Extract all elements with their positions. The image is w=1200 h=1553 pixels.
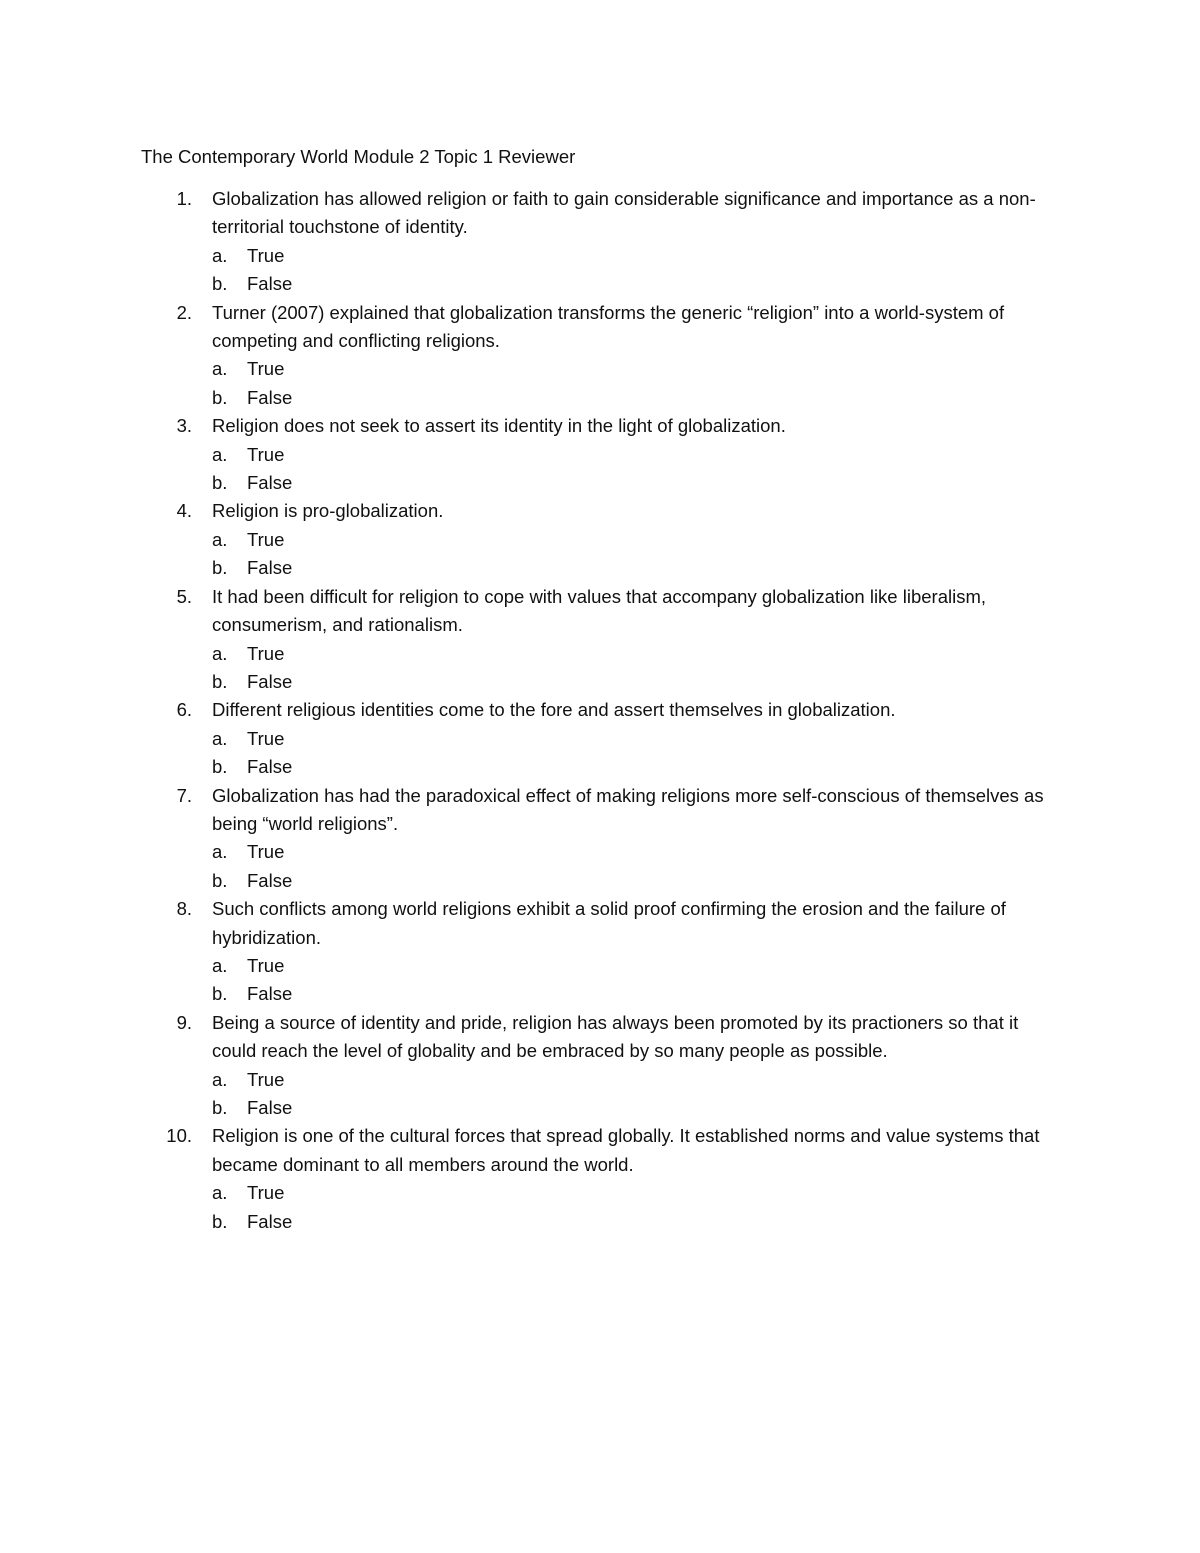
question-row [0,299,1057,356]
option-letter: b. [212,756,228,778]
question-item [0,696,1200,781]
option-letter: a. [212,1068,228,1090]
document-title: The Contemporary World Module 2 Topic 1 Reviewer [141,146,576,167]
answer-option [0,1179,1200,1207]
question-row [0,412,1057,440]
option-letter: a. [212,727,228,749]
question-number: 1. [176,188,192,209]
question-row [0,185,1057,242]
question-row [0,497,1057,525]
question-text: Globalization has had the paradoxical effect of making religions more self-conscious of themselves as being “world religions”. [212,784,1044,834]
question-number: 6. [176,699,192,721]
option-label: False [247,386,293,408]
question-text: Different religious identities come to the fore and assert themselves in globalization. [212,699,896,721]
option-letter: a. [212,954,228,976]
option-letter: a. [212,642,228,664]
answer-option [0,668,1200,696]
option-label: True [247,954,285,976]
answer-option [0,725,1200,753]
answer-option [0,980,1200,1008]
question-item [0,782,1200,896]
question-number: 4. [176,500,192,522]
answer-option [0,753,1200,781]
option-label: False [247,756,293,778]
option-letter: a. [212,841,228,863]
question-text: Being a source of identity and pride, religion has always been promoted by its practioners so that it could reach the level of globality and be embraced by so many people as possible. [212,1011,1019,1062]
question-number: 5. [176,585,192,607]
option-letter: b. [212,273,228,295]
question-list [0,185,1200,1236]
option-label: True [247,244,285,266]
question-text: Religion is pro-globalization. [212,500,444,522]
question-item [0,299,1200,413]
question-item [0,1009,1200,1123]
option-label: False [247,983,293,1005]
question-row [0,782,1057,839]
option-letter: b. [212,1210,228,1232]
question-number: 8. [176,898,192,920]
option-label: False [247,1097,293,1118]
option-label: False [247,1210,293,1232]
question-text: It had been difficult for religion to cope with values that accompany globalization like liberalism, consumerism, and rationalism. [212,585,987,636]
answer-option [0,441,1200,469]
option-label: False [247,273,293,295]
option-letter: b. [212,869,228,891]
option-letter: a. [212,1182,228,1204]
option-letter: b. [212,472,228,494]
option-label: False [247,869,293,891]
answer-option [0,469,1200,497]
question-text: Such conflicts among world religions exhibit a solid proof confirming the erosion and the failure of hybridization. [212,898,1006,948]
option-label: True [247,642,285,664]
question-item [0,185,1200,299]
answer-option [0,1094,1200,1122]
option-label: False [247,472,293,494]
question-text: Religion is one of the cultural forces that spread globally. It established norms and value systems that became dominant to all members around the world. [212,1125,1040,1175]
question-number: 7. [176,784,192,806]
question-row [0,895,1057,952]
answer-option [0,640,1200,668]
option-letter: b. [212,386,228,408]
answer-option [0,554,1200,582]
answer-option [0,838,1200,866]
question-row [0,1122,1057,1179]
option-label: True [247,358,285,380]
option-label: False [247,670,293,692]
question-number: 3. [176,415,192,437]
question-text: Turner (2007) explained that globalization transforms the generic “religion” into a world-system of competing and conflicting religions. [212,301,1005,352]
question-item [0,583,1200,697]
question-text: Religion does not seek to assert its identity in the light of globalization. [212,415,786,437]
answer-option [0,526,1200,554]
option-letter: b. [212,1097,228,1118]
option-label: True [247,1182,285,1204]
question-row [0,696,1057,724]
question-number: 10. [166,1125,192,1147]
answer-option [0,952,1200,980]
question-item [0,895,1200,1009]
question-item [0,1122,1200,1236]
option-label: True [247,727,285,749]
answer-option [0,270,1200,298]
question-row [0,1009,1057,1066]
option-letter: b. [212,557,228,579]
question-number: 9. [176,1011,192,1033]
answer-option [0,384,1200,412]
answer-option [0,1208,1200,1236]
option-label: True [247,841,285,863]
answer-option [0,1066,1200,1094]
question-text: Globalization has allowed religion or faith to gain considerable significance and importance as a non-territorial touchstone of identity. [212,188,1036,238]
answer-option [0,867,1200,895]
option-letter: b. [212,983,228,1005]
option-label: False [247,557,293,579]
question-number: 2. [176,301,192,323]
option-label: True [247,1068,285,1090]
option-letter: a. [212,244,228,266]
option-label: True [247,443,285,465]
question-item [0,412,1200,497]
option-letter: a. [212,443,228,465]
option-label: True [247,528,285,550]
option-letter: a. [212,528,228,550]
answer-option [0,242,1200,270]
option-letter: b. [212,670,228,692]
answer-option [0,355,1200,383]
option-letter: a. [212,358,228,380]
question-item [0,497,1200,582]
question-row [0,583,1057,640]
